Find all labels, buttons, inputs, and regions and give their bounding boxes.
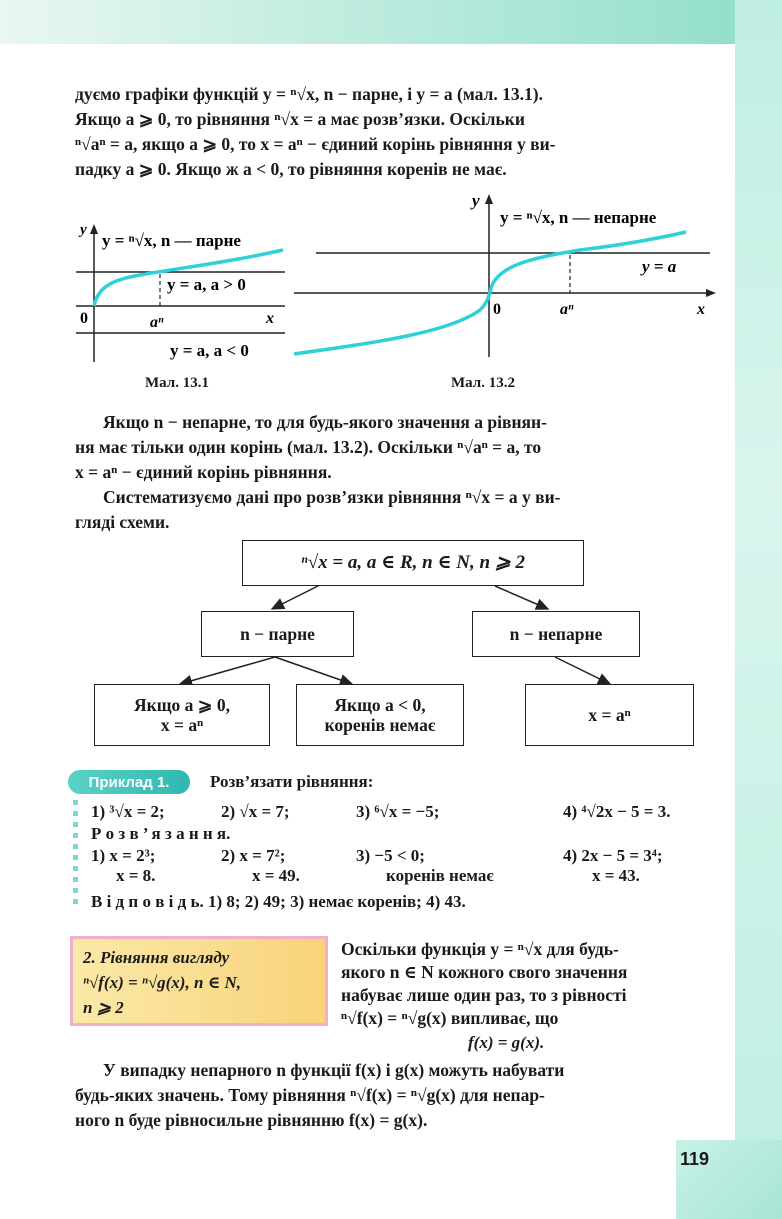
side-line: Оскільки функція y = ⁿ√x для будь- [341, 939, 619, 959]
intro-line: Якщо a ⩾ 0, то рівняння ⁿ√x = a має розв’язки. Оскільки [75, 109, 525, 129]
origin-label: 0 [80, 310, 88, 327]
arrow-to-even-pos [180, 657, 275, 684]
intro-line: ⁿ√aⁿ = a, якщо a ⩾ 0, то x = aⁿ − єдиний корінь рівняння у ви- [75, 134, 556, 154]
tick-label: aⁿ [150, 314, 164, 331]
x-axis-arrow-icon [706, 289, 716, 297]
final-line: будь-яких значень. Тому рівняння ⁿ√f(x) = ⁿ√g(x) для непар- [75, 1085, 545, 1105]
scheme-even-pos-line2: x = aⁿ [160, 715, 204, 735]
section-2-title-box [70, 936, 328, 1026]
intro-line: дуємо графіки функцій y = ⁿ√x, n − парне, і y = a (мал. 13.1). [75, 84, 543, 104]
caption-13-2: Мал. 13.2 [451, 375, 515, 391]
y-axis-label: y [80, 222, 87, 238]
x-axis-label: x [266, 310, 274, 327]
example-badge: Приклад 1. [68, 770, 190, 794]
scheme-top-box: ⁿ√x = a, a ∈ R, n ∈ N, n ⩾ 2 [242, 540, 584, 586]
sol-4b: x = 43. [592, 866, 640, 885]
final-line: ного n буде рівносильне рівнянню f(x) = g(x). [75, 1110, 428, 1130]
scheme-even-pos-box [94, 684, 270, 746]
line-label: y = a [642, 257, 677, 276]
example-dots-decor [73, 800, 78, 910]
curve-label: y = ⁿ√x, n — парне [102, 231, 241, 250]
section-2-title-line1: 2. Рівняння вигляду [83, 948, 230, 967]
side-line: набуває лише один раз, то з рівності [341, 985, 627, 1005]
eq-2: 2) √x = 7; [221, 802, 290, 821]
intro-paragraph [75, 82, 715, 182]
section-2-title-line3: n ⩾ 2 [83, 998, 124, 1017]
arrow-to-odd [495, 586, 548, 609]
figure-13-2 [290, 192, 720, 362]
sol-1a: 1) x = 2³; [91, 846, 156, 865]
section-2-final-paragraph [75, 1058, 715, 1133]
arrow-to-odd-result [555, 657, 610, 684]
scheme-even-neg-box [296, 684, 464, 746]
odd-paragraph [75, 410, 715, 535]
odd-line: гляді схеми. [75, 512, 170, 532]
scheme-odd-result-box: x = aⁿ [525, 684, 694, 746]
tick-label: aⁿ [560, 301, 574, 318]
curve-label: y = ⁿ√x, n — непарне [500, 208, 657, 227]
scheme-even-neg-line1: Якщо a < 0, [334, 695, 426, 715]
sol-3a: 3) −5 < 0; [356, 846, 425, 865]
scheme-even-box: n − парне [201, 611, 354, 657]
sol-1b: x = 8. [116, 866, 156, 885]
scheme-odd-box: n − непарне [472, 611, 640, 657]
intro-line: падку a ⩾ 0. Якщо ж a < 0, то рівняння коренів не має. [75, 159, 507, 179]
odd-line: Якщо n − непарне, то для будь-якого значення a рівнян- [103, 412, 547, 432]
section-2-side-text [341, 938, 715, 1030]
sol-3b: коренів немає [386, 866, 494, 885]
caption-13-1: Мал. 13.1 [145, 375, 209, 391]
sol-2b: x = 49. [252, 866, 300, 885]
odd-line: Систематизуємо дані про розв’язки рівняння ⁿ√x = a у ви- [103, 487, 561, 507]
sol-2a: 2) x = 7²; [221, 846, 286, 865]
section-2-title-line2: ⁿ√f(x) = ⁿ√g(x), n ∈ N, [83, 973, 242, 992]
final-line: У випадку непарного n функції f(x) і g(x) можуть набувати [103, 1060, 565, 1080]
y-axis-arrow-icon [90, 224, 98, 234]
arrow-to-even-neg [275, 657, 352, 684]
sol-4a: 4) 2x − 5 = 3⁴; [563, 846, 663, 865]
section-2-centered-eq: f(x) = g(x). [468, 1033, 545, 1052]
odd-line: x = aⁿ − єдиний корінь рівняння. [75, 462, 332, 482]
eq-3: 3) ⁶√x = −5; [356, 802, 440, 821]
example-answer: В і д п о в і д ь. 1) 8; 2) 49; 3) немає коренів; 4) 43. [91, 892, 466, 911]
line-pos-label: y = a, a > 0 [167, 275, 246, 294]
origin-label: 0 [493, 301, 501, 318]
example-task: Розв’язати рівняння: [210, 772, 374, 791]
scheme-arrows [0, 580, 782, 690]
scheme-even-neg-line2: коренів немає [324, 715, 436, 735]
top-decor-band [0, 0, 782, 44]
y-axis-label: y [472, 192, 480, 210]
eq-4: 4) ⁴√2x − 5 = 3. [563, 802, 671, 821]
odd-line: ня має тільки один корінь (мал. 13.2). Оскільки ⁿ√aⁿ = a, то [75, 437, 542, 457]
figure-13-1 [70, 222, 290, 367]
line-neg-label: y = a, a < 0 [170, 341, 249, 360]
solution-label: Р о з в ’ я з а н н я. [91, 824, 231, 843]
side-line: ⁿ√f(x) = ⁿ√g(x) випливає, що [341, 1008, 559, 1028]
x-axis-label: x [697, 301, 705, 318]
eq-1: 1) ³√x = 2; [91, 802, 165, 821]
arrow-to-even [272, 586, 318, 609]
y-axis-arrow-icon [485, 194, 493, 204]
page-number: 119 [680, 1149, 710, 1169]
side-line: якого n ∈ N кожного свого значення [341, 962, 628, 982]
scheme-even-pos-line1: Якщо a ⩾ 0, [134, 695, 230, 715]
